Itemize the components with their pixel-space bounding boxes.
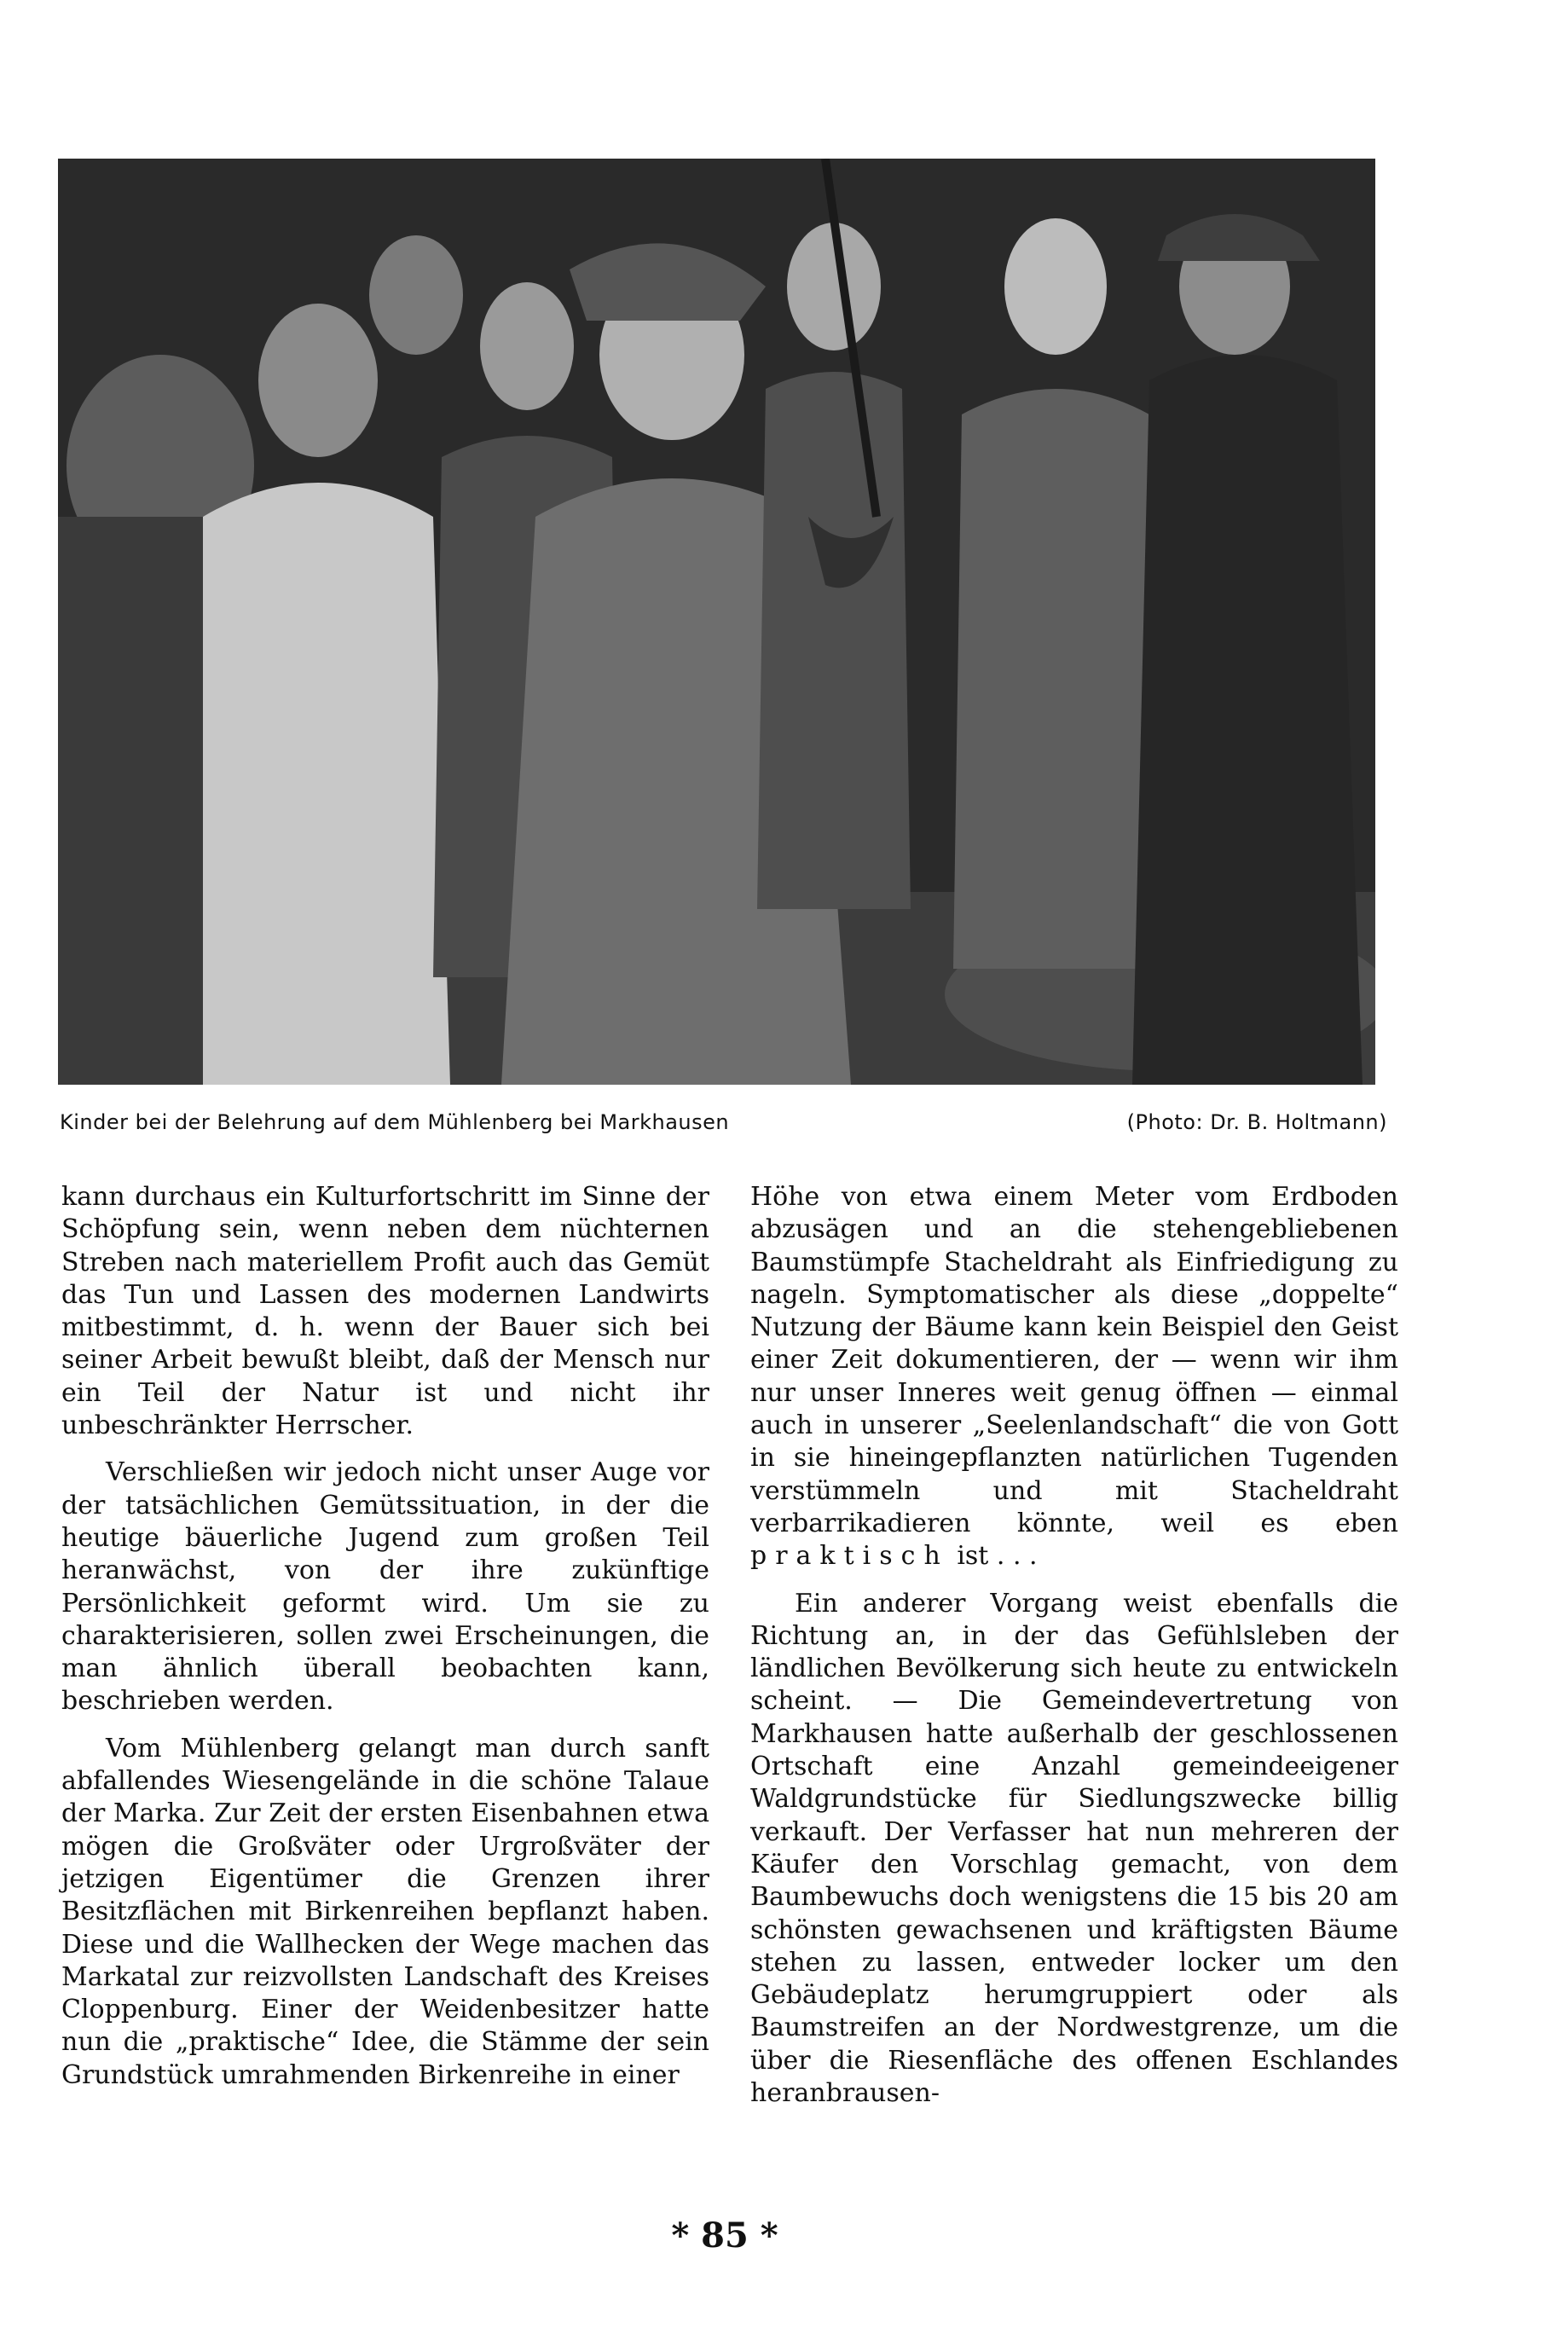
paragraph: Vom Mühlenberg gelangt man durch sanft abfallendes Wiesengelände in die schöne Talaue der Marka. Zur Zeit der ersten Eisenbahnen etwa mögen die Großväter oder Urgroßväter der jetzigen Eigentümer die Grenzen ihrer Besitzflächen mit Birkenreihen bepflanzt haben. Diese und die Wallhecken der Wege machen das Markatal zur reizvollsten Landschaft des Kreises Cloppenburg. Einer der Weidenbesitzer hatte nun die „praktische“ Idee, die Stämme der sein Grundstück umrahmenden Birkenreihe in einer	[61, 1733, 709, 2090]
text-column-right	[750, 1181, 1398, 2124]
paragraph-text: ist . . .	[948, 1541, 1038, 1572]
paragraph: kann durchaus ein Kulturfortschritt im Sinne der Schöpfung sein, wenn neben dem nüchternen Streben nach materiellem Profit auch das Gemüt das Tun und Lassen des modernen Landwirts mitbestimmt, d. h. wenn der Bauer sich bei seiner Arbeit bewußt bleibt, daß der Mensch nur ein Teil der Natur ist und nicht ihr unbeschränkter Herrscher.	[61, 1182, 709, 1441]
paragraph	[750, 1181, 1398, 1573]
page-number: * 85 *	[671, 2215, 778, 2256]
emphasized-word: praktisch	[750, 1541, 949, 1572]
text-column-left	[61, 1181, 709, 2106]
paragraph: Ein anderer Vorgang weist ebenfalls die Richtung an, in der das Gefühlsleben der ländlichen Bevölkerung sich heute zu entwickeln scheint. — Die Gemeindevertretung von Markhausen hatte außerhalb der geschlossenen Ortschaft eine Anzahl gemeindeeigener Waldgrundstücke für Siedlungszwecke billig verkauft. Der Verfasser hat nun mehreren der Käufer den Vorschlag gemacht, von dem Baumbewuchs doch wenigstens die 15 bis 20 am schönsten gewachsenen und kräftigsten Bäume stehen zu lassen, entweder locker um den Gebäudeplatz herumgruppiert oder als Baumstreifen an der Nordwestgrenze, um die über die Riesenfläche des offenen Eschlandes heranbrausen-	[750, 1588, 1398, 2109]
photograph-icon	[58, 159, 1375, 1085]
photo-caption: Kinder bei der Belehrung auf dem Mühlenberg bei Markhausen	[60, 1110, 730, 1134]
paragraph: Verschließen wir jedoch nicht unser Auge vor der tatsächlichen Gemütssituation, in der die heutige bäuerliche Jugend zum großen Teil heranwächst, von der ihre zukünftige Persönlichkeit geformt wird. Um sie zu charakterisieren, sollen zwei Erscheinungen, die man ähnlich überall beobachten kann, beschrieben werden.	[61, 1457, 709, 1717]
photo-credit: (Photo: Dr. B. Holtmann)	[1126, 1110, 1387, 1134]
photograph	[58, 159, 1375, 1085]
paragraph-text: Höhe von etwa einem Meter vom Erdboden abzusägen und an die stehengebliebenen Baumstümpfe Stacheldraht als Einfriedigung zu nageln. Symptomatischer als diese „doppelte“ Nutzung der Bäume kann kein Beispiel den Geist einer Zeit dokumentieren, der — wenn wir ihm nur unser Inneres weit genug öffnen — einmal auch in unserer „Seelenlandschaft“ die von Gott in sie hineingepflanzten natürlichen Tugenden verstümmeln und mit Stacheldraht verbarrikadieren könnte, weil es eben	[750, 1182, 1398, 1538]
